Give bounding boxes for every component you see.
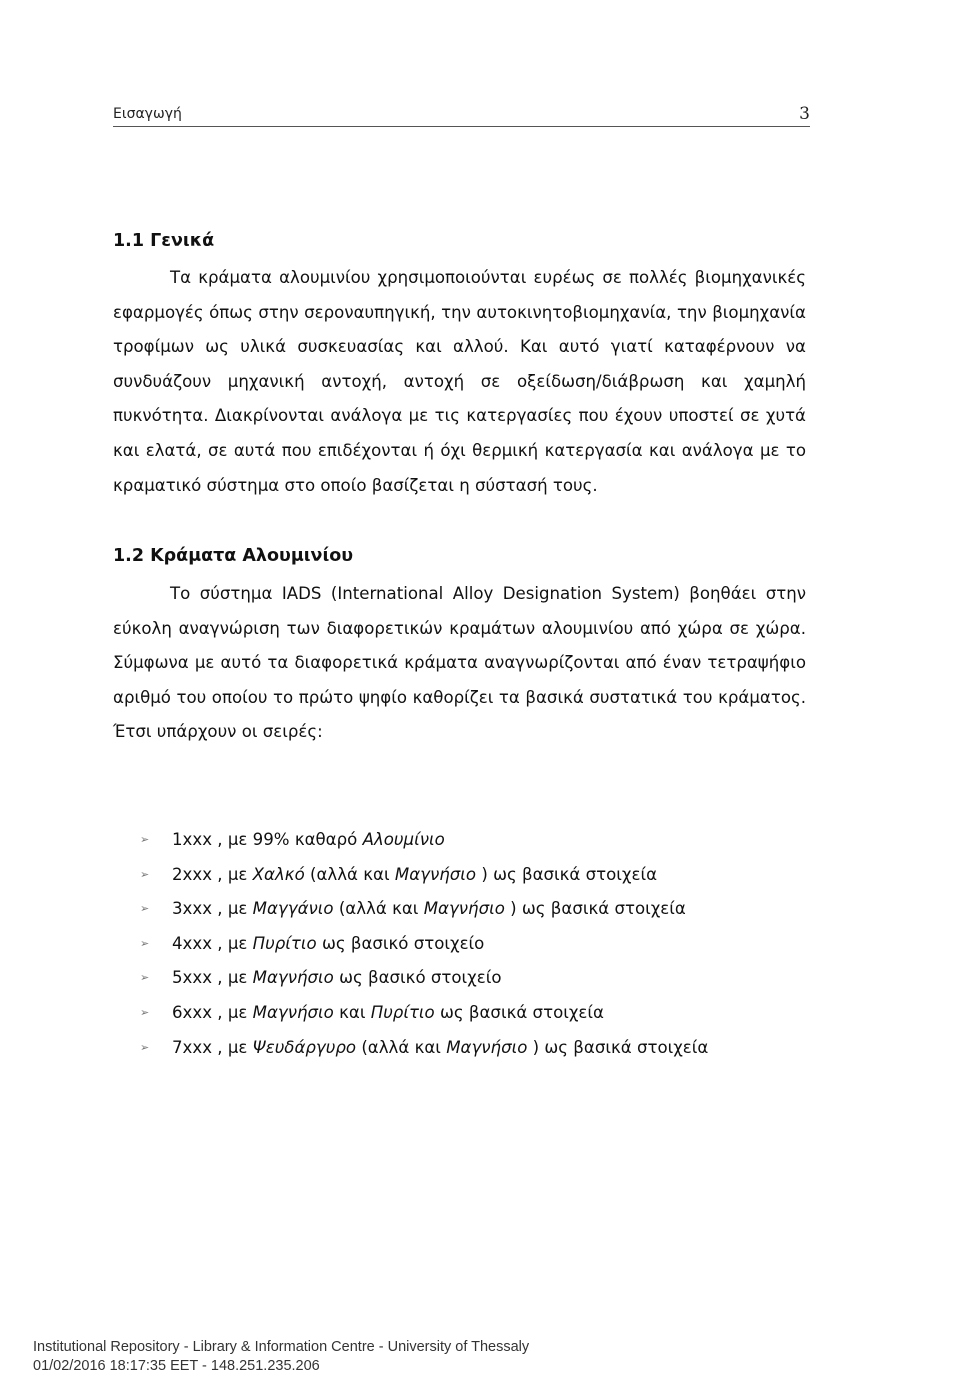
list-item: ➢ 7xxx , με Ψευδάργυρο (αλλά και Μαγνήσιο ) ως βασικά στοιχεία xyxy=(140,1031,708,1066)
list-item: ➢ 5xxx , με Μαγνήσιο ως βασικό στοιχείο xyxy=(140,961,708,996)
series-code: 6xxx xyxy=(172,1002,213,1022)
section-heading-aluminium-alloys: 1.2 Κράματα Αλουμινίου xyxy=(113,546,354,566)
alloy-series-list xyxy=(140,823,708,1065)
page-number: 3 xyxy=(799,104,810,124)
arrow-bullet-icon: ➢ xyxy=(140,936,150,950)
page-header xyxy=(113,104,810,127)
list-item: ➢ 2xxx , με Χαλκό (αλλά και Μαγνήσιο ) ως βασικά στοιχεία xyxy=(140,858,708,893)
arrow-bullet-icon: ➢ xyxy=(140,833,150,846)
series-code: 1xxx xyxy=(172,830,213,849)
repository-line: Institutional Repository - Library & Information Centre - University of Thessaly xyxy=(33,1339,530,1355)
general-paragraph: Τα κράματα αλουμινίου χρησιμοποιούνται ευρέως σε πολλές βιομηχανικές εφαρμογές όπως στην σεροναυπηγική, την αυτοκινητοβιομηχανία, την βιομηχανία τροφίμων ως υλικά συσκευασίας και αλλού. Και αυτό γιατί καταφέρνουν να συνδυάζουν μηχανική αντοχή, αντοχή σε οξείδωση/διάβρωση και χαμηλή πυκνότητα. Διακρίνονται ανάλογα με τις κατεργασίες που έχουν υποστεί σε χυτά και ελατά, σε αυτά που επιδέχονται ή όχι θερμική κατεργασία και ανάλογα με το κραματικό σύστημα στο οποίο βασίζεται η σύστασή τους. xyxy=(113,268,806,495)
list-item: ➢ 3xxx , με Μαγγάνιο (αλλά και Μαγνήσιο ) ως βασικά στοιχεία xyxy=(140,892,708,927)
series-code: 7xxx xyxy=(172,1037,213,1057)
access-timestamp: 01/02/2016 18:17:35 EET - 148.251.235.206 xyxy=(33,1358,320,1374)
arrow-bullet-icon: ➢ xyxy=(140,971,150,985)
running-title: Εισαγωγή xyxy=(113,106,182,122)
arrow-bullet-icon: ➢ xyxy=(140,1040,150,1054)
arrow-bullet-icon: ➢ xyxy=(140,902,150,916)
list-item: ➢ 1xxx , με 99% καθαρό Αλουμίνιο xyxy=(140,823,708,858)
series-code: 5xxx xyxy=(172,968,213,988)
repository-footer xyxy=(33,1338,529,1376)
list-item: ➢ 4xxx , με Πυρίτιο ως βασικό στοιχείο xyxy=(140,927,708,962)
arrow-bullet-icon: ➢ xyxy=(140,1005,150,1019)
series-code: 2xxx xyxy=(172,864,213,884)
section-heading-general: 1.1 Γενικά xyxy=(113,231,215,251)
series-code: 4xxx xyxy=(172,933,213,953)
alloys-paragraph: Το σύστημα IADS (International Alloy Designation System) βοηθάει στην εύκολη αναγνώριση των διαφορετικών κραμάτων αλουμινίου από χώρα σε χώρα. Σύμφωνα με αυτό τα διαφορετικά κράματα αναγνωρίζονται από έναν τετραψήφιο αριθμό του οποίου το πρώτο ψηφίο καθορίζει τα βασικά συστατικά του κράματος. Έτσι υπάρχουν οι σειρές: xyxy=(113,584,806,742)
list-item: ➢ 6xxx , με Μαγνήσιο και Πυρίτιο ως βασικά στοιχεία xyxy=(140,996,708,1031)
series-code: 3xxx xyxy=(172,899,213,919)
arrow-bullet-icon: ➢ xyxy=(140,867,150,881)
